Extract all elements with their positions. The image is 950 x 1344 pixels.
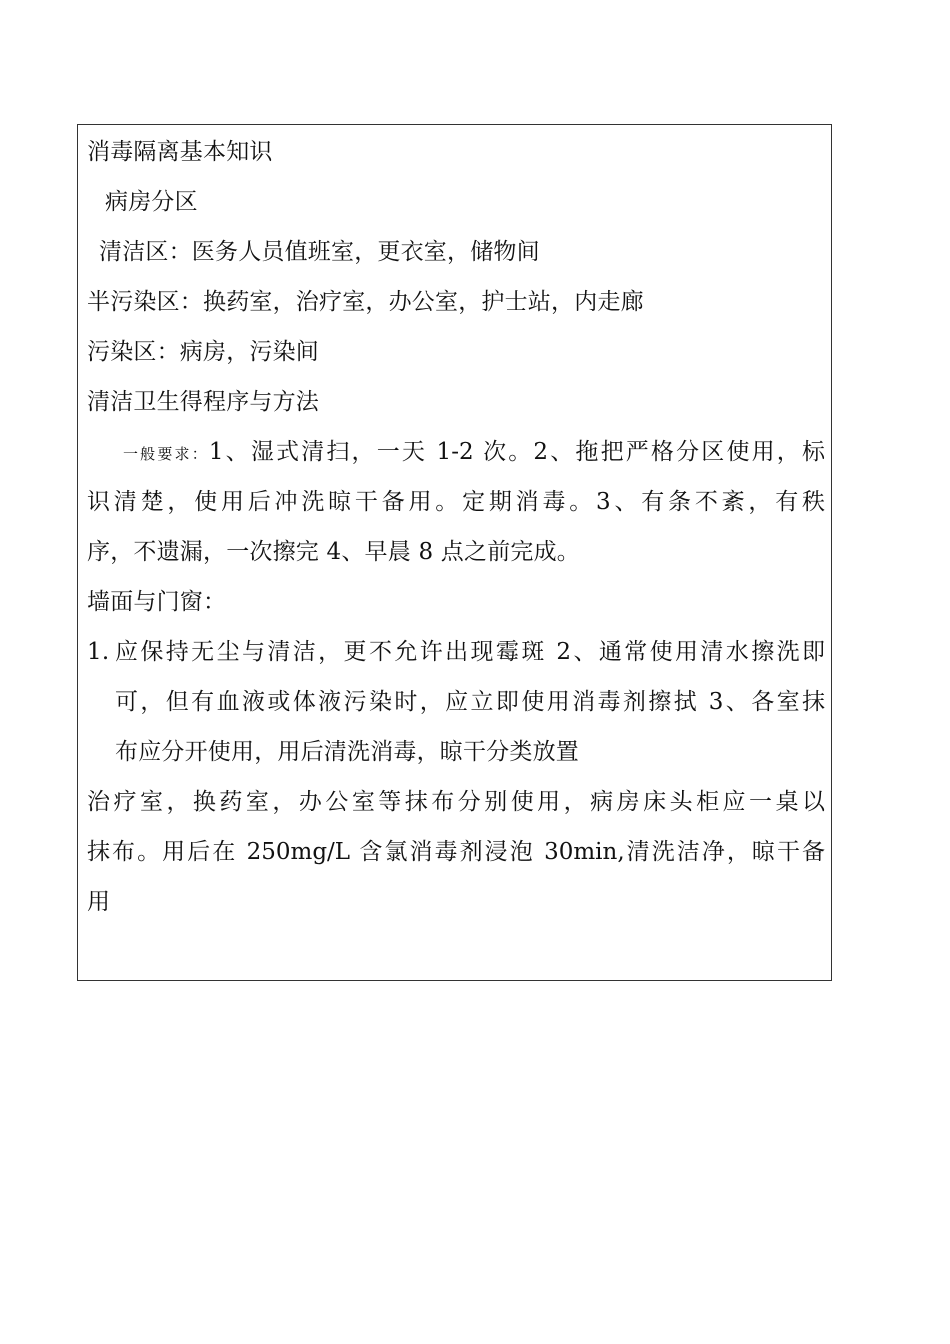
document-title: 消毒隔离基本知识 <box>87 139 273 165</box>
procedure-heading: 清洁卫生得程序与方法 <box>87 389 319 415</box>
document-body <box>87 125 825 927</box>
cloth-usage-line-3: 用 <box>87 889 111 915</box>
list-item-number: 1. <box>87 639 110 665</box>
list-item-line-2: 可，但有血液或体液污染时，应立即使用消毒剂擦拭 3、各室抹 <box>115 689 825 715</box>
list-item-line-3: 布应分开使用，用后清洗消毒，晾干分类放置 <box>115 739 579 765</box>
cloth-usage-line-2: 抹布。用后在 250mg/L 含氯消毒剂浸泡 30min,清洗洁净，晾干备 <box>87 839 825 865</box>
cloth-usage-line-1: 治疗室，换药室，办公室等抹布分别使用，病房床头柜应一桌以 <box>87 789 825 815</box>
general-requirements-line-1 <box>87 427 825 477</box>
list-item-line-1: 应保持无尘与清洁，更不允许出现霉斑 2、通常使用清水擦洗即 <box>115 639 825 665</box>
general-requirements-label: 一般要求： <box>123 445 209 463</box>
walls-heading: 墙面与门窗： <box>87 589 227 615</box>
numbered-list-item <box>87 627 825 777</box>
zone-heading: 病房分区 <box>105 189 198 215</box>
content-frame <box>77 124 832 981</box>
general-requirements-line-3: 序，不遗漏，一次擦完 4、早晨 8 点之前完成。 <box>87 539 580 565</box>
general-requirements-text-1: 1、湿式清扫，一天 1-2 次。2、拖把严格分区使用，标 <box>208 439 825 465</box>
clean-zone-line: 清洁区：医务人员值班室，更衣室，储物间 <box>99 239 540 265</box>
contaminated-zone-line: 污染区：病房，污染间 <box>87 339 319 365</box>
general-requirements-line-2: 识清楚，使用后冲洗晾干备用。定期消毒。3、有条不紊，有秩 <box>87 489 825 515</box>
semi-contaminated-zone-line: 半污染区：换药室，治疗室，办公室，护士站，内走廊 <box>87 289 644 315</box>
